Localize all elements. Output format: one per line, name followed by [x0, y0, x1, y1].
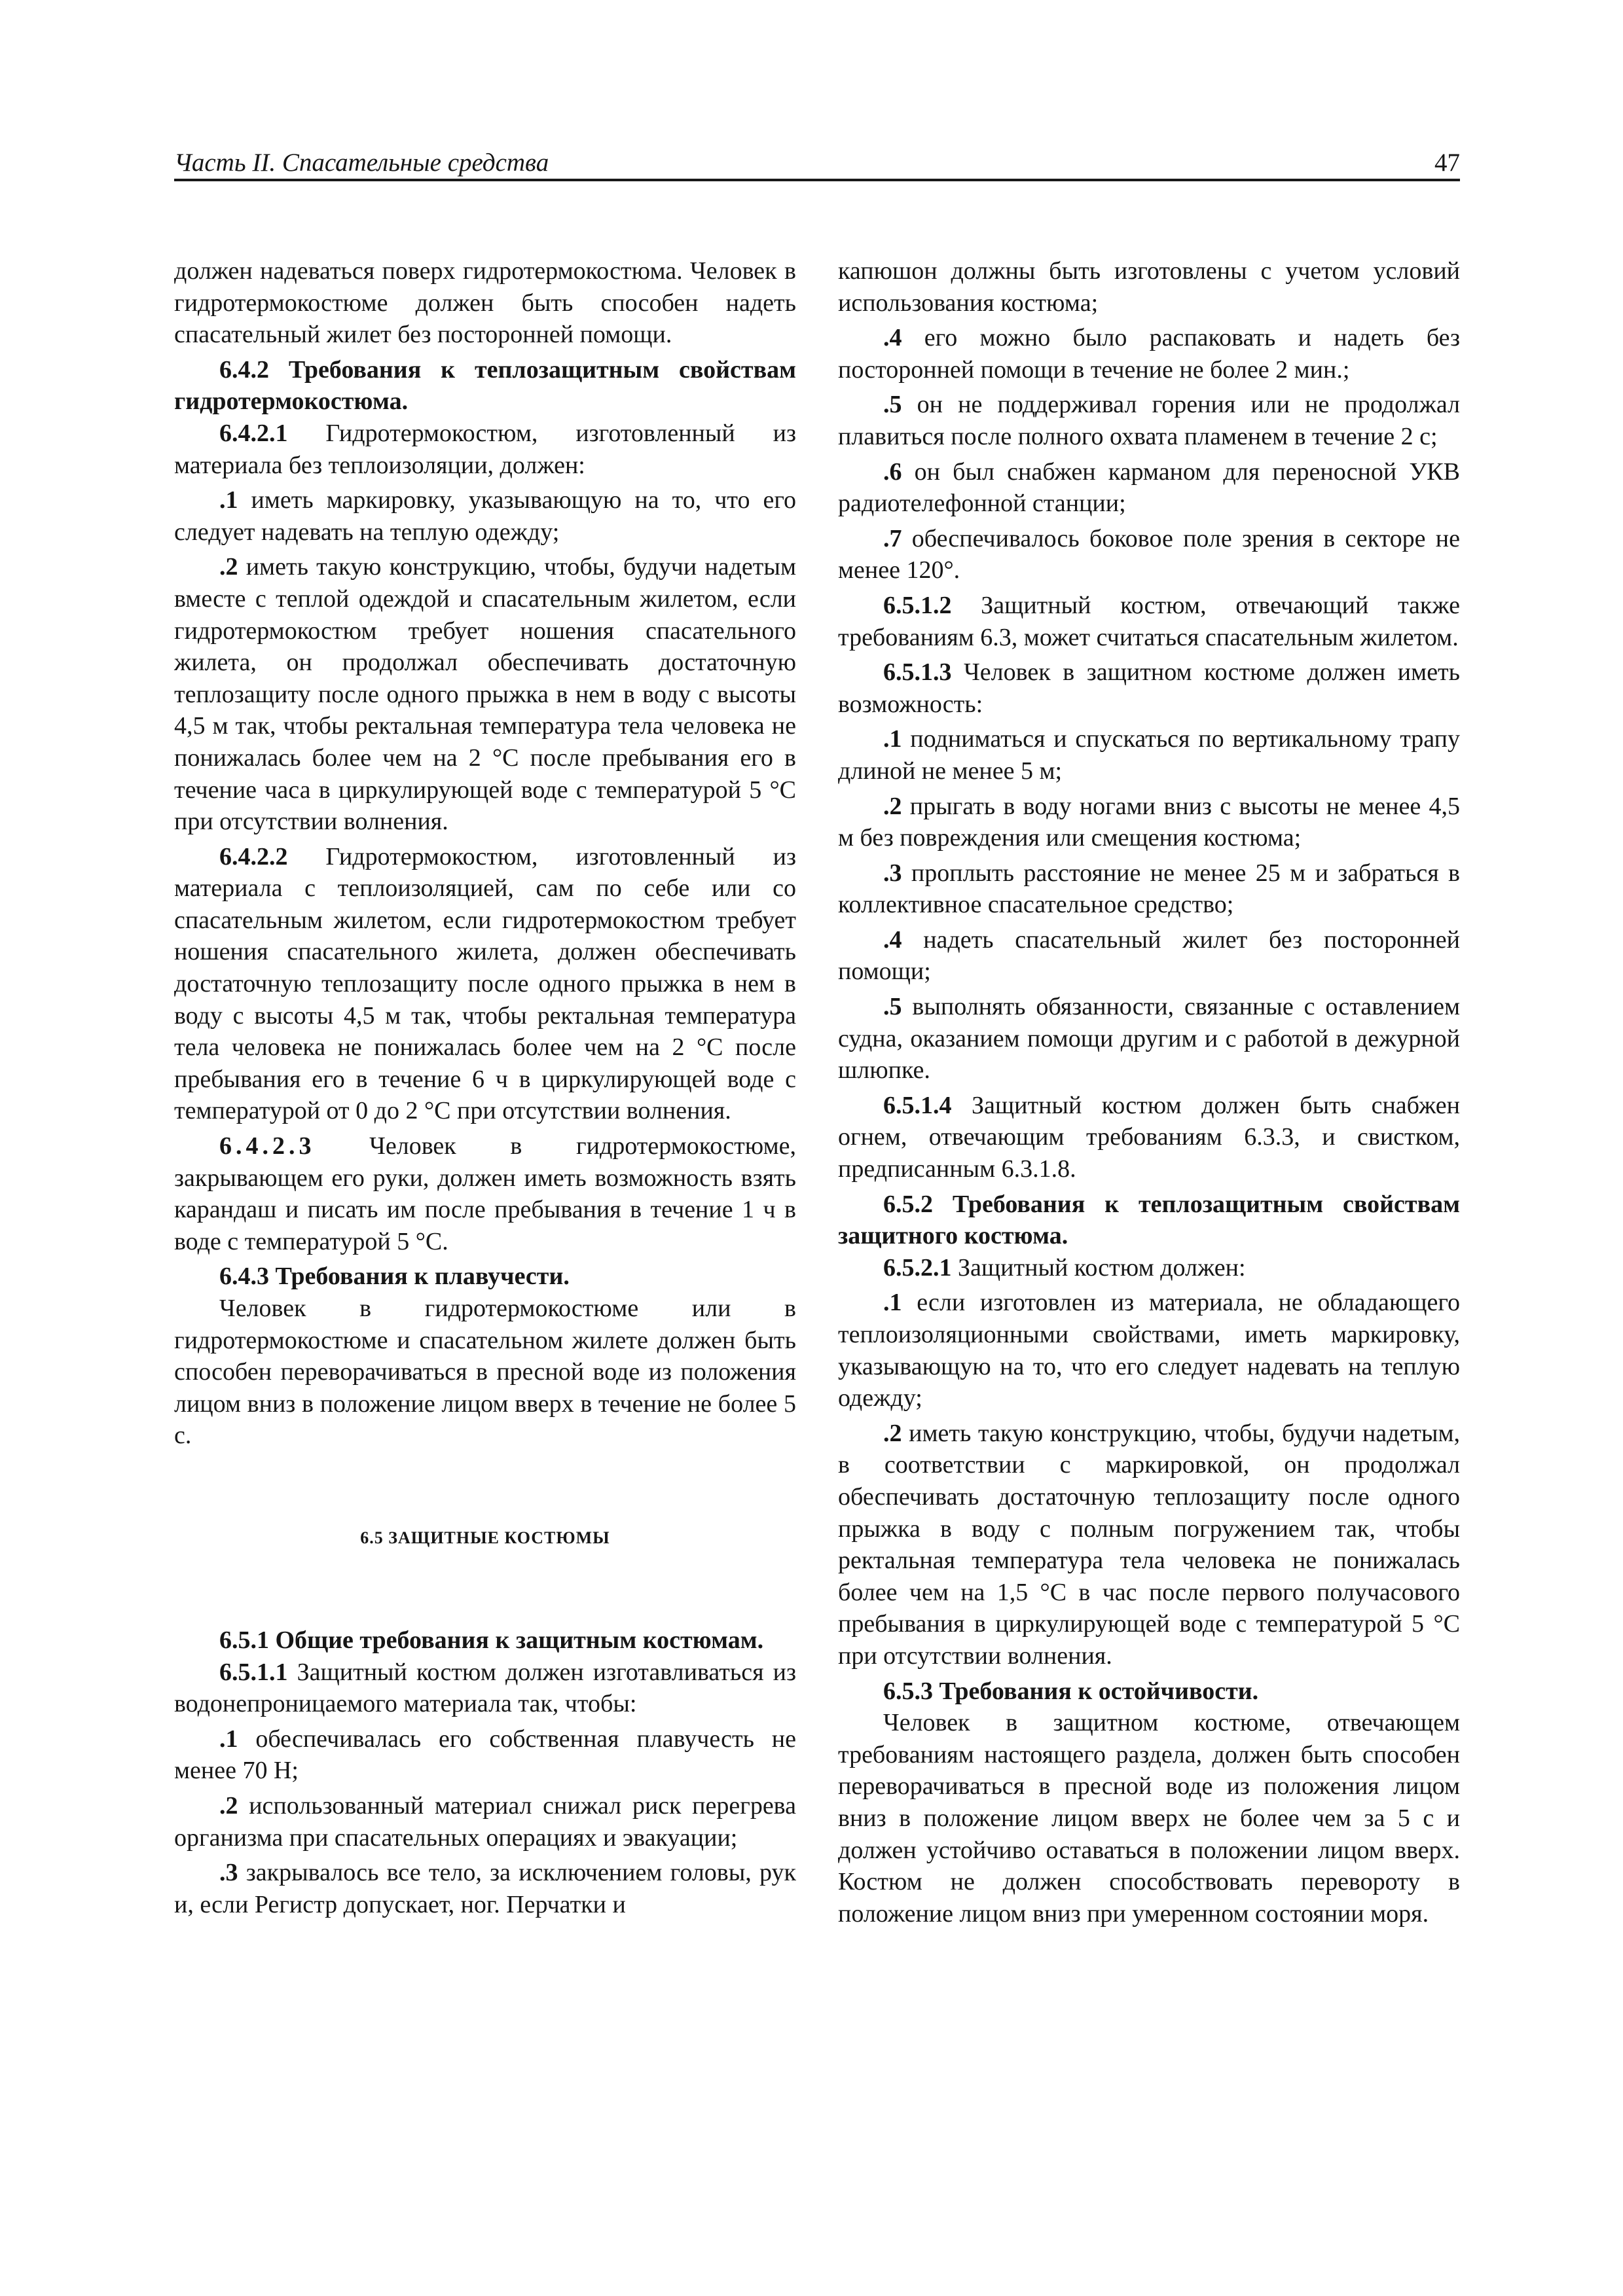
- paragraph: капюшон должны быть изготовлены с учетом условий использования костюма;: [838, 257, 1460, 317]
- item-text: обеспечивалась его собственная плавучесть не менее 70 Н;: [174, 1725, 796, 1785]
- item-text: если изготовлен из материала, не обладающего теплоизоляционными свойствами, иметь маркировку, указывающую на то, что его следует надевать на теплую одежду;: [838, 1289, 1460, 1412]
- clause-text: Защитный костюм должен быть снабжен огнем, отвечающим требованиям 6.3.3, и свистком, предписанным 6.3.1.8.: [838, 1091, 1460, 1183]
- item-text: он не поддерживал горения или не продолжал плавиться после полного охвата пламенем в течение 2 с;: [838, 391, 1460, 450]
- list-item: [838, 523, 1460, 586]
- paragraph: должен надеваться поверх гидротермокостюма. Человек в гидротермокостюме должен быть способен надеть спасательный жилет без посторонней помощи.: [174, 257, 796, 349]
- clause-number: 6.4.2.1: [219, 419, 288, 447]
- list-item: [838, 857, 1460, 921]
- list-item: [174, 1790, 796, 1854]
- section-title-6-5: 6.5 ЗАЩИТНЫЕ КОСТЮМЫ: [360, 1528, 610, 1547]
- list-item: [174, 1857, 796, 1920]
- item-number: .1: [883, 725, 902, 753]
- left-column: [174, 255, 796, 1920]
- item-number: .6: [883, 457, 902, 486]
- clause-number: 6.5.1.2: [883, 591, 952, 619]
- clause-6-4-2-2: [174, 841, 796, 1127]
- heading-6-5-1: 6.5.1 Общие требования к защитным костюмам.: [219, 1626, 764, 1654]
- item-text: использованный материал снижал риск перегрева организма при спасательных операциях и эвакуации;: [174, 1791, 796, 1852]
- item-text: иметь маркировку, указывающую на то, что его следует надевать на теплую одежду;: [174, 486, 796, 546]
- clause-text: Человек в гидротермокостюме, закрывающем его руки, должен иметь возможность взять карандаш и писать им после пребывания в течение 1 ч в воде с температурой 5 °С.: [174, 1132, 796, 1255]
- item-number: .2: [219, 553, 238, 581]
- item-number: .3: [219, 1859, 238, 1887]
- clause-text: Защитный костюм, отвечающий также требованиям 6.3, может считаться спасательным жилетом.: [838, 591, 1460, 651]
- item-text: проплыть расстояние не менее 25 м и забраться в коллективное спасательное средство;: [838, 859, 1460, 919]
- item-number: .2: [883, 1419, 902, 1447]
- list-item: [174, 1723, 796, 1787]
- item-text: он был снабжен карманом для переносной УКВ радиотелефонной станции;: [838, 457, 1460, 518]
- clause-6-4-2-3: [174, 1130, 796, 1257]
- list-item: [838, 991, 1460, 1086]
- clause-6-5-1-1: [174, 1657, 796, 1720]
- list-item: [838, 924, 1460, 988]
- item-number: .1: [883, 1289, 902, 1317]
- item-text: обеспечивалось боковое поле зрения в секторе не менее 120°.: [838, 524, 1460, 584]
- list-item: [838, 1287, 1460, 1414]
- running-header: [174, 148, 1460, 179]
- heading-6-5-2: 6.5.2 Требования к теплозащитным свойствам защитного костюма.: [838, 1190, 1460, 1250]
- page-number: 47: [1434, 149, 1460, 177]
- list-item: [174, 484, 796, 548]
- clause-6-5-1-4: [838, 1090, 1460, 1185]
- item-text: прыгать в воду ногами вниз с высоты не менее 4,5 м без повреждения или смещения костюма;: [838, 792, 1460, 852]
- heading-6-4-2: 6.4.2 Требования к теплозащитным свойствам гидротермокостюма.: [174, 355, 796, 416]
- clause-6-5-2-1: [838, 1252, 1460, 1284]
- item-text: иметь такую конструкцию, чтобы, будучи надетым, в соответствии с маркировкой, он продолжал обеспечивать достаточную теплозащиту после одного прыжка в воду с полным погружением так, чтобы ректальная температура тела человека не понижалась более чем на 1,5 °С в час после первого получасового пребывания в циркулирующей воде с температурой 5 °С при отсутствии волнения.: [838, 1419, 1460, 1670]
- heading-6-5-3: 6.5.3 Требования к остойчивости.: [883, 1677, 1259, 1705]
- clause-text: Человек в защитном костюме должен иметь возможность:: [838, 658, 1460, 718]
- clause-6-4-2-1: [174, 418, 796, 481]
- list-item: [838, 723, 1460, 787]
- item-text: выполнять обязанности, связанные с оставлением судна, оказанием помощи другим и с работой в дежурной шлюпке.: [838, 993, 1460, 1085]
- paragraph: Человек в гидротермокостюме или в гидротермокостюме и спасательном жилете должен быть способен переворачиваться в пресной воде из положения лицом вниз в положение лицом вверх в течение не более 5 с.: [174, 1295, 796, 1450]
- list-item: [174, 551, 796, 837]
- right-column: [838, 255, 1460, 1929]
- clause-text: Защитный костюм должен изготавливаться из водонепроницаемого материала так, чтобы:: [174, 1658, 796, 1718]
- item-text: подниматься и спускаться по вертикальному трапу длиной не менее 5 м;: [838, 725, 1460, 785]
- clause-number: 6.5.1.4: [883, 1091, 952, 1119]
- heading-6-4-3: 6.4.3 Требования к плавучести.: [219, 1263, 570, 1291]
- list-item: [838, 1418, 1460, 1672]
- item-number: .5: [883, 391, 902, 419]
- item-text: закрывалось все тело, за исключением головы, рук и, если Регистр допускает, ног. Перчатки и: [174, 1859, 796, 1918]
- clause-number: 6.5.1.3: [883, 658, 952, 687]
- clause-text: Гидротермокостюм, изготовленный из материала без теплоизоляции, должен:: [174, 419, 796, 479]
- clause-number: 6.5.1.1: [219, 1658, 288, 1686]
- clause-number: 6.4.2.2: [219, 842, 288, 870]
- item-text: надеть спасательный жилет без посторонней помощи;: [838, 925, 1460, 986]
- clause-text: Гидротермокостюм, изготовленный из материала с теплоизоляцией, сам по себе или со спасательным жилетом, если гидротермокостюм требует ношения спасательного жилета, должен обеспечивать достаточную теплозащиту после одного прыжка в нем в воду с высоты 4,5 м так, чтобы ректальная температура тела человека не понижалась более чем на 2 °С после пребывания его в течение 6 ч в циркулирующей воде с температурой от 0 до 2 °С при отсутствии волнения.: [174, 842, 796, 1125]
- item-text: иметь такую конструкцию, чтобы, будучи надетым вместе с теплой одеждой и спасательным жилетом, если гидротермокостюм требует ношения спасательного жилета, он продолжал обеспечивать достаточную теплозащиту после одного прыжка в нем в воду с высоты 4,5 м так, чтобы ректальная температура тела человека не понижалась более чем на 2 °С после пребывания его в течение часа в циркулирующей воде с температурой 5 °С при отсутствии волнения.: [174, 553, 796, 836]
- list-item: [838, 791, 1460, 854]
- item-text: его можно было распаковать и надеть без посторонней помощи в течение не более 2 мин.;: [838, 324, 1460, 384]
- clause-6-5-1-3: [838, 656, 1460, 720]
- item-number: .4: [883, 324, 902, 352]
- item-number: .4: [883, 925, 902, 954]
- item-number: .7: [883, 524, 902, 552]
- list-item: [838, 322, 1460, 386]
- clause-6-5-1-2: [838, 590, 1460, 653]
- item-number: .2: [883, 792, 902, 820]
- item-number: .3: [883, 859, 902, 887]
- paragraph: Человек в защитном костюме, отвечающем требованиям настоящего раздела, должен быть способен переворачиваться в пресной воде из положения лицом вниз в положение лицом вверх не более чем за 5 с и должен устойчиво оставаться в положении лицом вверх. Костюм не должен способствовать перевороту в положение лицом вниз при умеренном состоянии моря.: [838, 1709, 1460, 1928]
- clause-text: Защитный костюм должен:: [951, 1253, 1246, 1282]
- list-item: [838, 389, 1460, 452]
- clause-number: 6.4.2.3: [219, 1132, 316, 1160]
- header-rule: [174, 179, 1460, 181]
- header-title: Часть II. Спасательные средства: [174, 149, 549, 177]
- item-number: .2: [219, 1791, 238, 1820]
- item-number: .1: [219, 1725, 238, 1753]
- list-item: [838, 456, 1460, 520]
- item-number: .1: [219, 486, 238, 514]
- clause-number: 6.5.2.1: [883, 1253, 952, 1282]
- item-number: .5: [883, 993, 902, 1021]
